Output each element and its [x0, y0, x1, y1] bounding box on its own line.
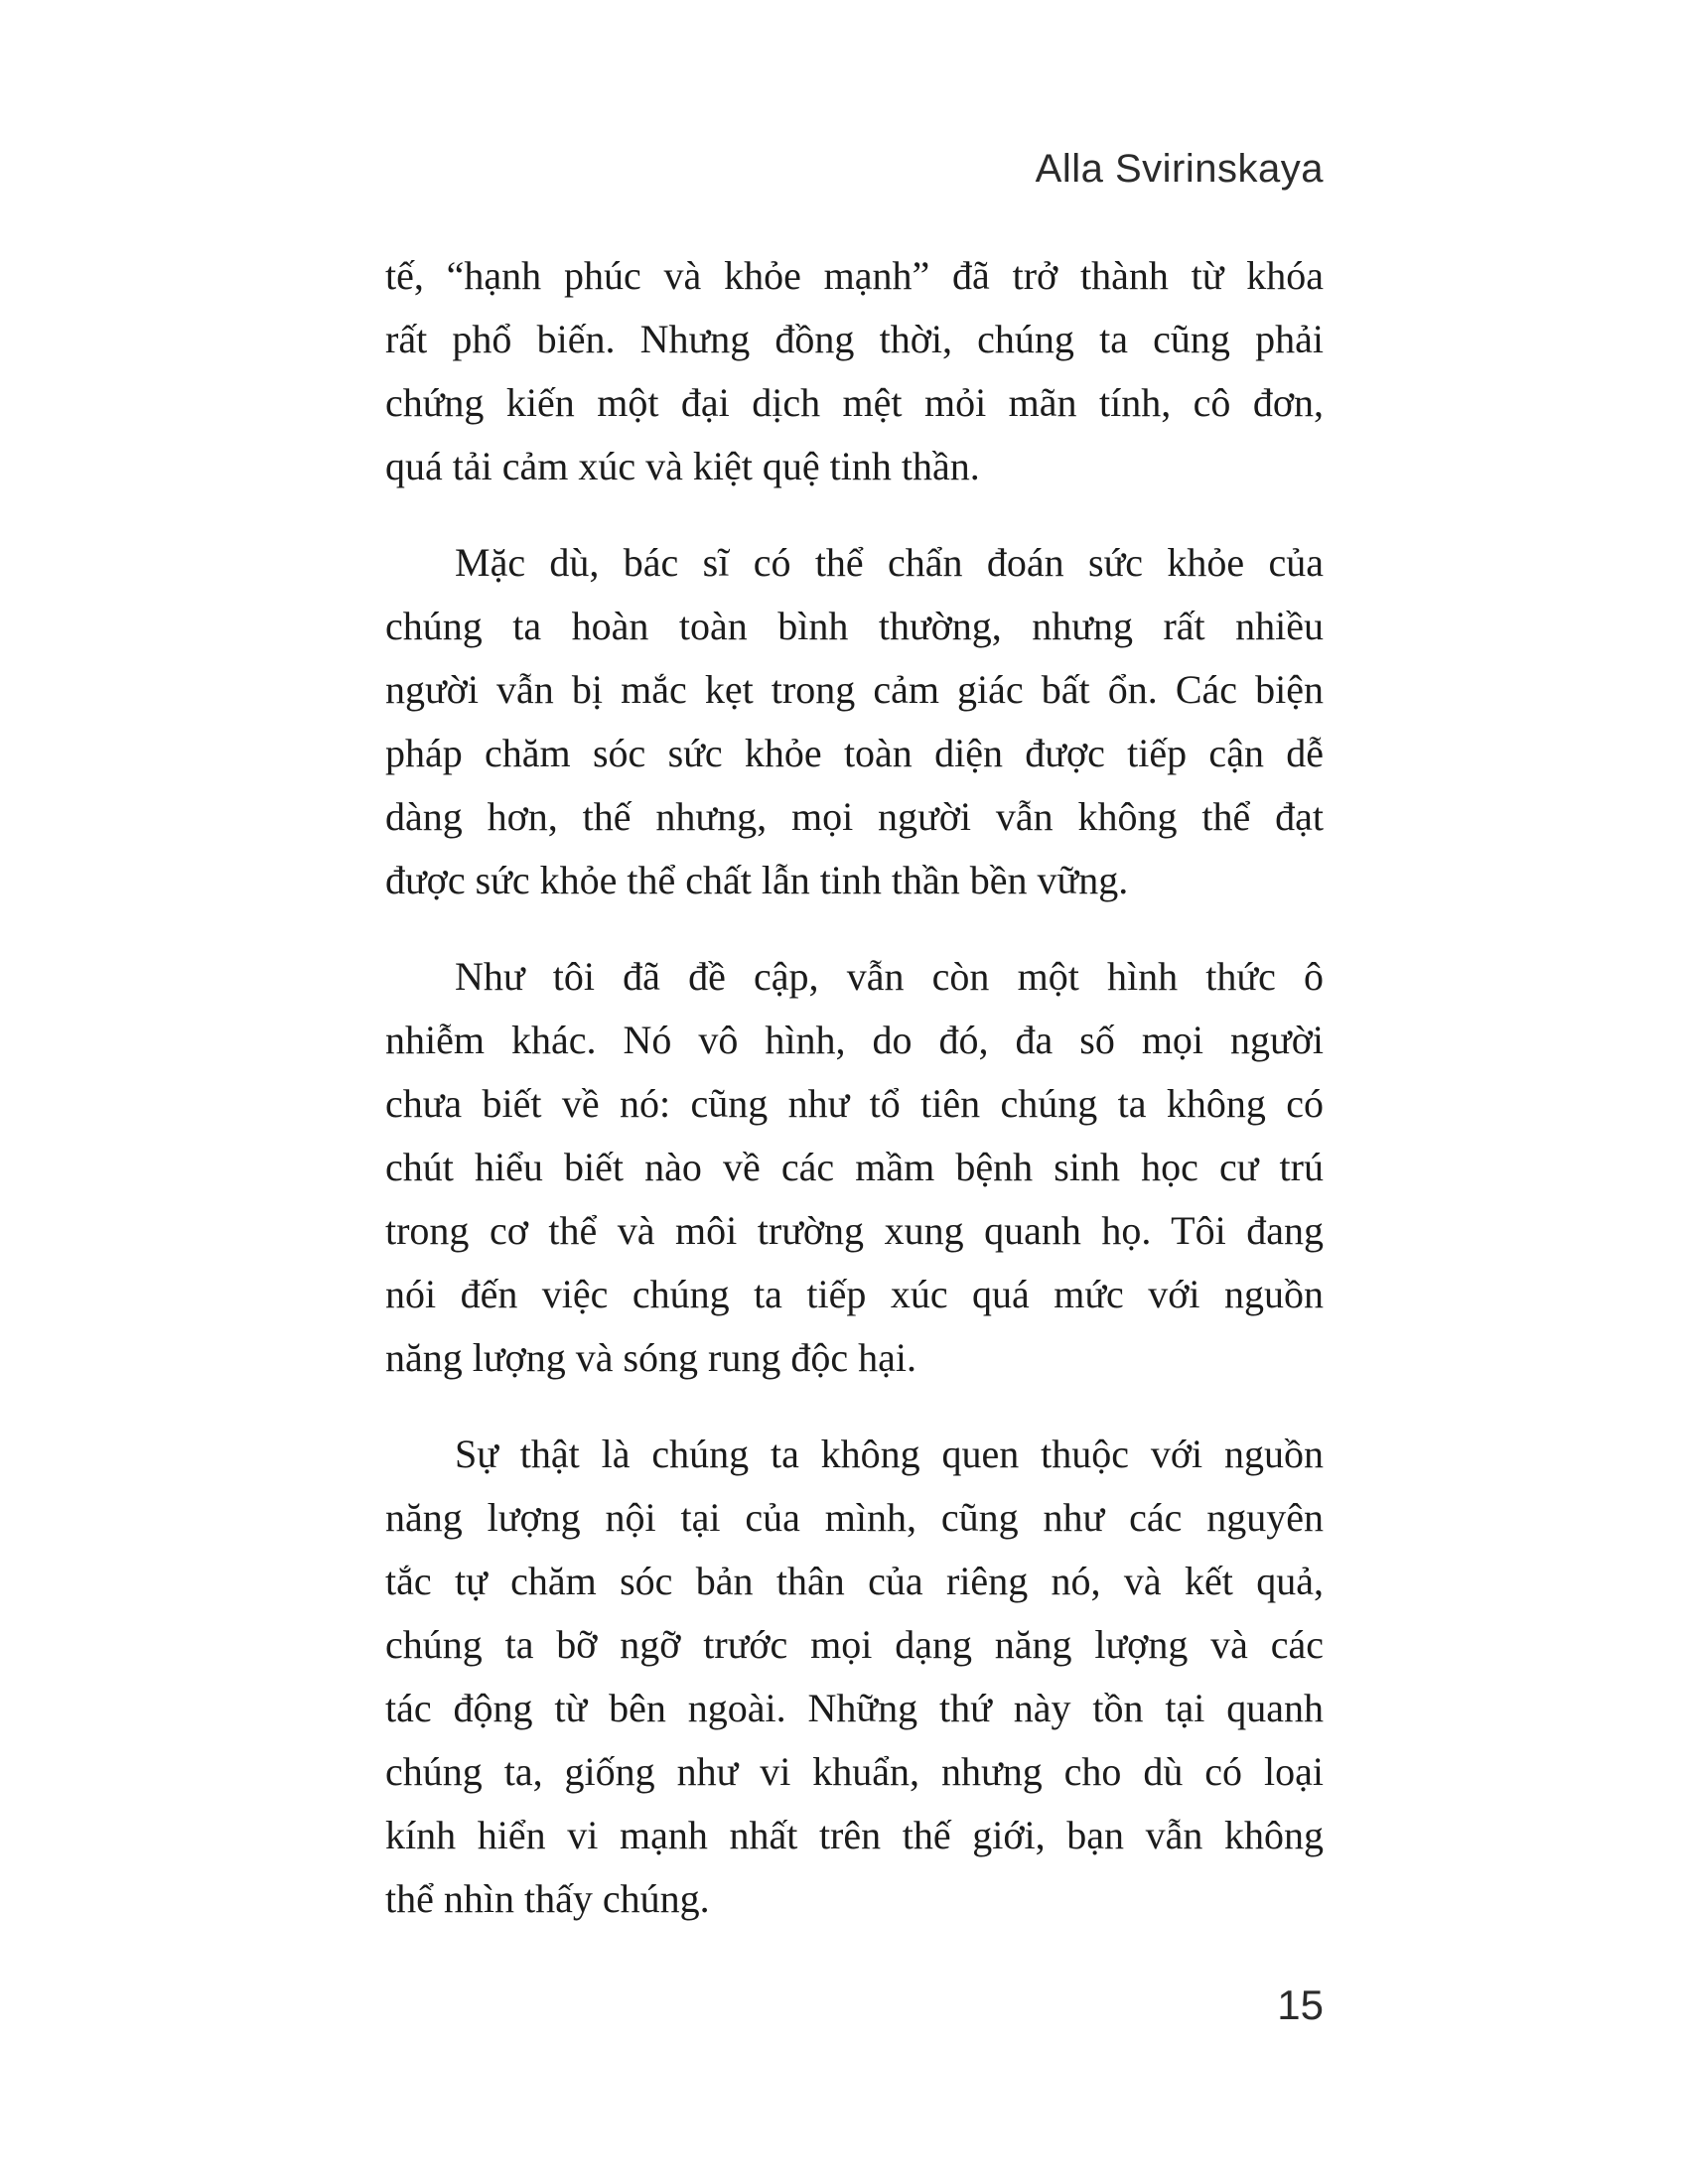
text-line: năng lượng nội tại của mình, cũng như các nguyên [385, 1495, 1324, 1540]
text-line: chúng ta, giống như vi khuẩn, nhưng cho dù có loại [385, 1749, 1324, 1794]
text-line: chúng ta hoàn toàn bình thường, nhưng rất nhiều [385, 604, 1324, 648]
text-line: người vẫn bị mắc kẹt trong cảm giác bất ổn. Các biện [385, 667, 1324, 712]
paragraph [385, 531, 1324, 912]
text-line: nhiễm khác. Nó vô hình, do đó, đa số mọi người [385, 1018, 1324, 1062]
text-line: chút hiểu biết nào về các mầm bệnh sinh học cư trú [385, 1145, 1324, 1189]
text-line: kính hiển vi mạnh nhất trên thế giới, bạn vẫn không [385, 1813, 1324, 1857]
running-header-author: Alla Svirinskaya [1035, 147, 1324, 191]
text-line: chưa biết về nó: cũng như tổ tiên chúng ta không có [385, 1081, 1324, 1126]
text-line: pháp chăm sóc sức khỏe toàn diện được tiếp cận dễ [385, 731, 1324, 775]
text-line: tế, “hạnh phúc và khỏe mạnh” đã trở thành từ khóa [385, 253, 1324, 298]
text-line: quá tải cảm xúc và kiệt quệ tinh thần. [385, 444, 980, 488]
text-line: nói đến việc chúng ta tiếp xúc quá mức với nguồn [385, 1272, 1324, 1316]
text-line: trong cơ thể và môi trường xung quanh họ. Tôi đang [385, 1208, 1324, 1253]
text-line: thể nhìn thấy chúng. [385, 1876, 710, 1921]
paragraph [385, 1423, 1324, 1931]
body-text-block [385, 244, 1324, 1931]
text-line: Như tôi đã đề cập, vẫn còn một hình thức ô [455, 954, 1324, 999]
text-line: chứng kiến một đại dịch mệt mỏi mãn tính, cô đơn, [385, 380, 1324, 425]
text-line: Mặc dù, bác sĩ có thể chẩn đoán sức khỏe của [455, 540, 1324, 585]
paragraph [385, 244, 1324, 498]
paragraph [385, 945, 1324, 1390]
text-line: rất phổ biến. Nhưng đồng thời, chúng ta cũng phải [385, 317, 1324, 361]
text-line: dàng hơn, thế nhưng, mọi người vẫn không thể đạt [385, 794, 1324, 839]
text-line: được sức khỏe thể chất lẫn tinh thần bền vững. [385, 858, 1129, 902]
text-line: tác động từ bên ngoài. Những thứ này tồn tại quanh [385, 1686, 1324, 1730]
text-line: chúng ta bỡ ngỡ trước mọi dạng năng lượng và các [385, 1622, 1324, 1667]
text-line: Sự thật là chúng ta không quen thuộc với nguồn [455, 1432, 1324, 1476]
text-line: tắc tự chăm sóc bản thân của riêng nó, và kết quả, [385, 1559, 1324, 1603]
text-line: năng lượng và sóng rung độc hại. [385, 1335, 916, 1380]
page-number: 15 [1277, 1981, 1324, 2028]
